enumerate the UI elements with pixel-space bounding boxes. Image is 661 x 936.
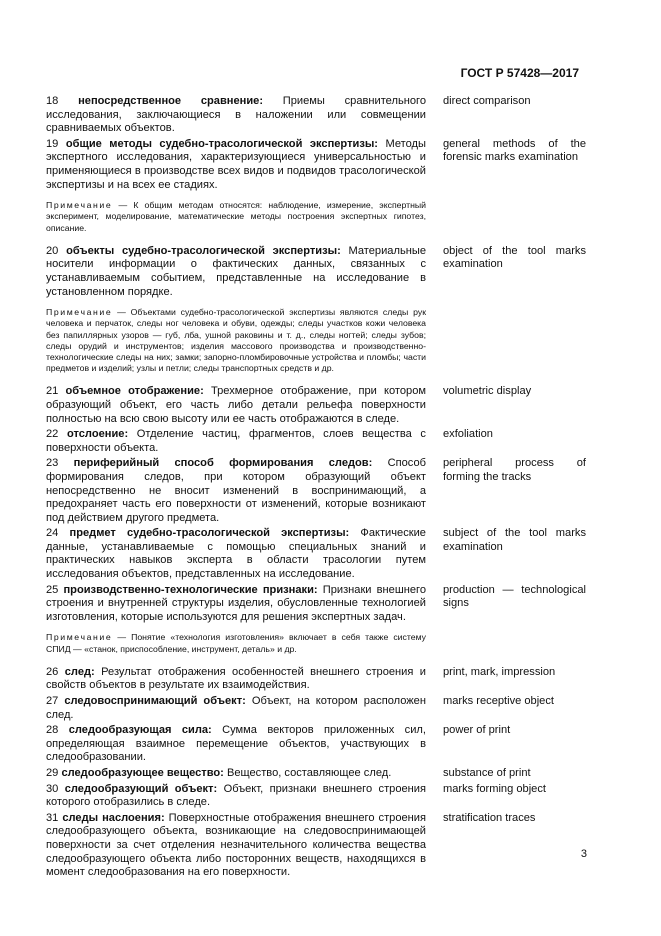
- terms-list: [46, 95, 586, 882]
- term-number: 26: [46, 665, 59, 678]
- term-entry-21: [46, 385, 586, 426]
- english-equivalent: substance of print: [443, 767, 531, 780]
- term-text: Поверхностные отображения внешнего строения следообразующего объекта, возникающие на следовоспринимающей поверхности за счет отделения незначительного количества вещества следообразующего объекта либо посторонних веществ, находящихся в момент следообразования на его поверхности.: [46, 811, 426, 879]
- term-text: Приемы сравнительного исследования, заключающиеся в наложении или совмещении сравниваемых объектов.: [46, 95, 426, 135]
- term-entry-23: [46, 457, 586, 525]
- term-entry-24: [46, 527, 586, 581]
- term-entry-29: [46, 767, 586, 781]
- term-text: Методы экспертного исследования, характеризующиеся универсальностью и применяющиеся в производстве всех видов и подвидов трасологической экспертизы и на всех ее стадиях.: [46, 137, 426, 191]
- term-name: следообразующий объект:: [64, 782, 218, 795]
- term-text: Признаки внешнего строения и внутренней структуры изделия, обусловленные технологией изготовления, которые используются для решения экспертных задач.: [46, 583, 426, 623]
- term-text: Трехмерное отображение, при котором образующий объект, его часть либо детали рельефа поверхности полностью на всю свою высоту или ее часть отображаются в следе.: [46, 385, 427, 425]
- term-number: 29: [46, 767, 59, 780]
- term-definition: [46, 767, 426, 781]
- term-number: 24: [46, 527, 59, 540]
- term-name: следообразующая сила:: [68, 724, 212, 737]
- term-entry-28: [46, 724, 586, 765]
- term-entry-25: [46, 584, 586, 625]
- term-name: предмет судебно-трасологической экспертизы:: [69, 527, 350, 540]
- english-equivalent: marks receptive object: [443, 695, 554, 708]
- page-number: 3: [580, 848, 587, 860]
- term-number: 30: [46, 782, 59, 795]
- term-entry-19: [46, 138, 586, 192]
- term-definition: [46, 812, 426, 880]
- term-text: Объект, на котором расположен след.: [46, 695, 426, 721]
- standard-designation: ГОСТ Р 57428—2017: [460, 66, 579, 80]
- term-number: 25: [46, 583, 59, 596]
- term-definition: [46, 783, 426, 810]
- term-definition: [46, 695, 426, 722]
- english-equivalent: production — technological signs: [443, 583, 586, 610]
- term-definition: [46, 527, 426, 581]
- english-equivalent: general methods of the forensic marks examination: [443, 137, 586, 164]
- english-equivalent: object of the tool marks examination: [443, 244, 586, 271]
- term-entry-18: [46, 95, 586, 136]
- term-definition: [46, 724, 426, 765]
- note-dash: —: [112, 200, 134, 211]
- english-equivalent: marks forming object: [443, 782, 546, 795]
- note-20: [46, 307, 426, 374]
- note-dash: —: [112, 307, 131, 318]
- note-19: [46, 200, 426, 234]
- note-dash: —: [112, 632, 132, 643]
- english-equivalent: print, mark, impression: [443, 665, 556, 678]
- note-text: Объектами судебно-трасологической экспертизы являются следы рук человека и перчаток, следы ног человека и обуви, одежды; следы участков кожи человека без папиллярных узоров — губ, лба, ушной раковины и т. д., следы ногтей; следы зубов; следы орудий и инструментов; изделия массового производства и производственно-технологические следы на них; замки; запорно-пломбировочные устройства и пломбы; части предметов и изделий; узлы и петли; следы транспортных средств и др.: [46, 307, 426, 374]
- term-entry-26: [46, 666, 586, 693]
- term-text: Вещество, составляющее след.: [223, 767, 392, 780]
- term-entry-20: [46, 245, 586, 299]
- note-text: Понятие «технология изготовления» включает в себя также систему СПИД — «станок, приспособление, инструмент, деталь» и др.: [46, 632, 426, 654]
- note-label: Примечание: [46, 200, 113, 211]
- term-number: 21: [46, 385, 59, 398]
- term-name: общие методы судебно-трасологической экспертизы:: [65, 137, 379, 150]
- note-25: [46, 632, 426, 654]
- term-definition: [46, 95, 426, 136]
- term-name: следы наслоения:: [62, 811, 165, 824]
- note-text: К общим методам относятся: наблюдение, измерение, экспертный эксперимент, моделирование, математические методы построения экспертных гипотез, описание.: [46, 200, 427, 233]
- term-number: 19: [46, 137, 59, 150]
- term-number: 23: [46, 457, 59, 470]
- english-equivalent: volumetric display: [443, 385, 532, 398]
- term-number: 28: [46, 724, 59, 737]
- term-name: отслоение:: [66, 428, 129, 441]
- term-name: следообразующее вещество:: [61, 767, 224, 780]
- english-equivalent: stratification traces: [443, 811, 536, 824]
- term-name: след:: [64, 665, 95, 678]
- term-entry-30: [46, 783, 586, 810]
- term-number: 22: [46, 428, 59, 441]
- term-number: 18: [46, 95, 59, 107]
- term-definition: [46, 385, 426, 426]
- term-text: Материальные носители информации о фактических данных, связанных с устанавливаемым событием, представленные на исследование в установленном порядке.: [46, 244, 426, 298]
- term-number: 27: [46, 695, 59, 708]
- term-definition: [46, 138, 426, 192]
- term-entry-22: [46, 428, 586, 455]
- note-label: Примечание: [46, 632, 113, 643]
- term-definition: [46, 245, 426, 299]
- term-text: Отделение частиц, фрагментов, слоев вещества с поверхности объекта.: [46, 428, 426, 454]
- term-entry-31: [46, 812, 586, 880]
- term-entry-27: [46, 695, 586, 722]
- term-number: 31: [46, 811, 59, 824]
- term-name: следовоспринимающий объект:: [64, 695, 246, 708]
- term-name: периферийный способ формирования следов:: [73, 457, 373, 470]
- term-name: объемное отображение:: [65, 385, 204, 398]
- term-text: Сумма векторов приложенных сил, определяющая взаимное перемещение объектов, участвующих в следообразовании.: [46, 724, 426, 764]
- term-text: Фактические данные, устанавливаемые с помощью специальных знаний и практических навыков эксперта в области трасологии путем исследования объектов, представленных на исследование.: [46, 527, 426, 581]
- term-definition: [46, 428, 426, 455]
- term-text: Способ формирования следов, при котором образующий объект непосредственно не вносит изменений в воспринимающий, а предохраняет часть его поверхности от изменений, которые возникают под действием другого предмета.: [46, 457, 426, 524]
- english-equivalent: direct comparison: [443, 95, 531, 107]
- english-equivalent: power of print: [443, 724, 511, 737]
- english-equivalent: peripheral process of forming the tracks: [443, 457, 586, 483]
- english-equivalent: exfoliation: [443, 428, 493, 441]
- term-text: Объект, признаки внешнего строения которого отобразились в следе.: [46, 782, 427, 809]
- term-number: 20: [46, 244, 59, 257]
- english-equivalent: subject of the tool marks examination: [443, 527, 586, 553]
- term-name: объекты судебно-трасологической экспертизы:: [66, 244, 341, 257]
- term-text: Результат отображения особенностей внешнего строения и свойств объектов в результате их взаимодействия.: [46, 665, 426, 692]
- term-definition: [46, 457, 426, 525]
- term-definition: [46, 666, 426, 693]
- note-label: Примечание: [46, 307, 113, 318]
- term-name: производственно-технологические признаки:: [63, 583, 318, 596]
- term-name: непосредственное сравнение:: [78, 95, 264, 107]
- term-definition: [46, 584, 426, 625]
